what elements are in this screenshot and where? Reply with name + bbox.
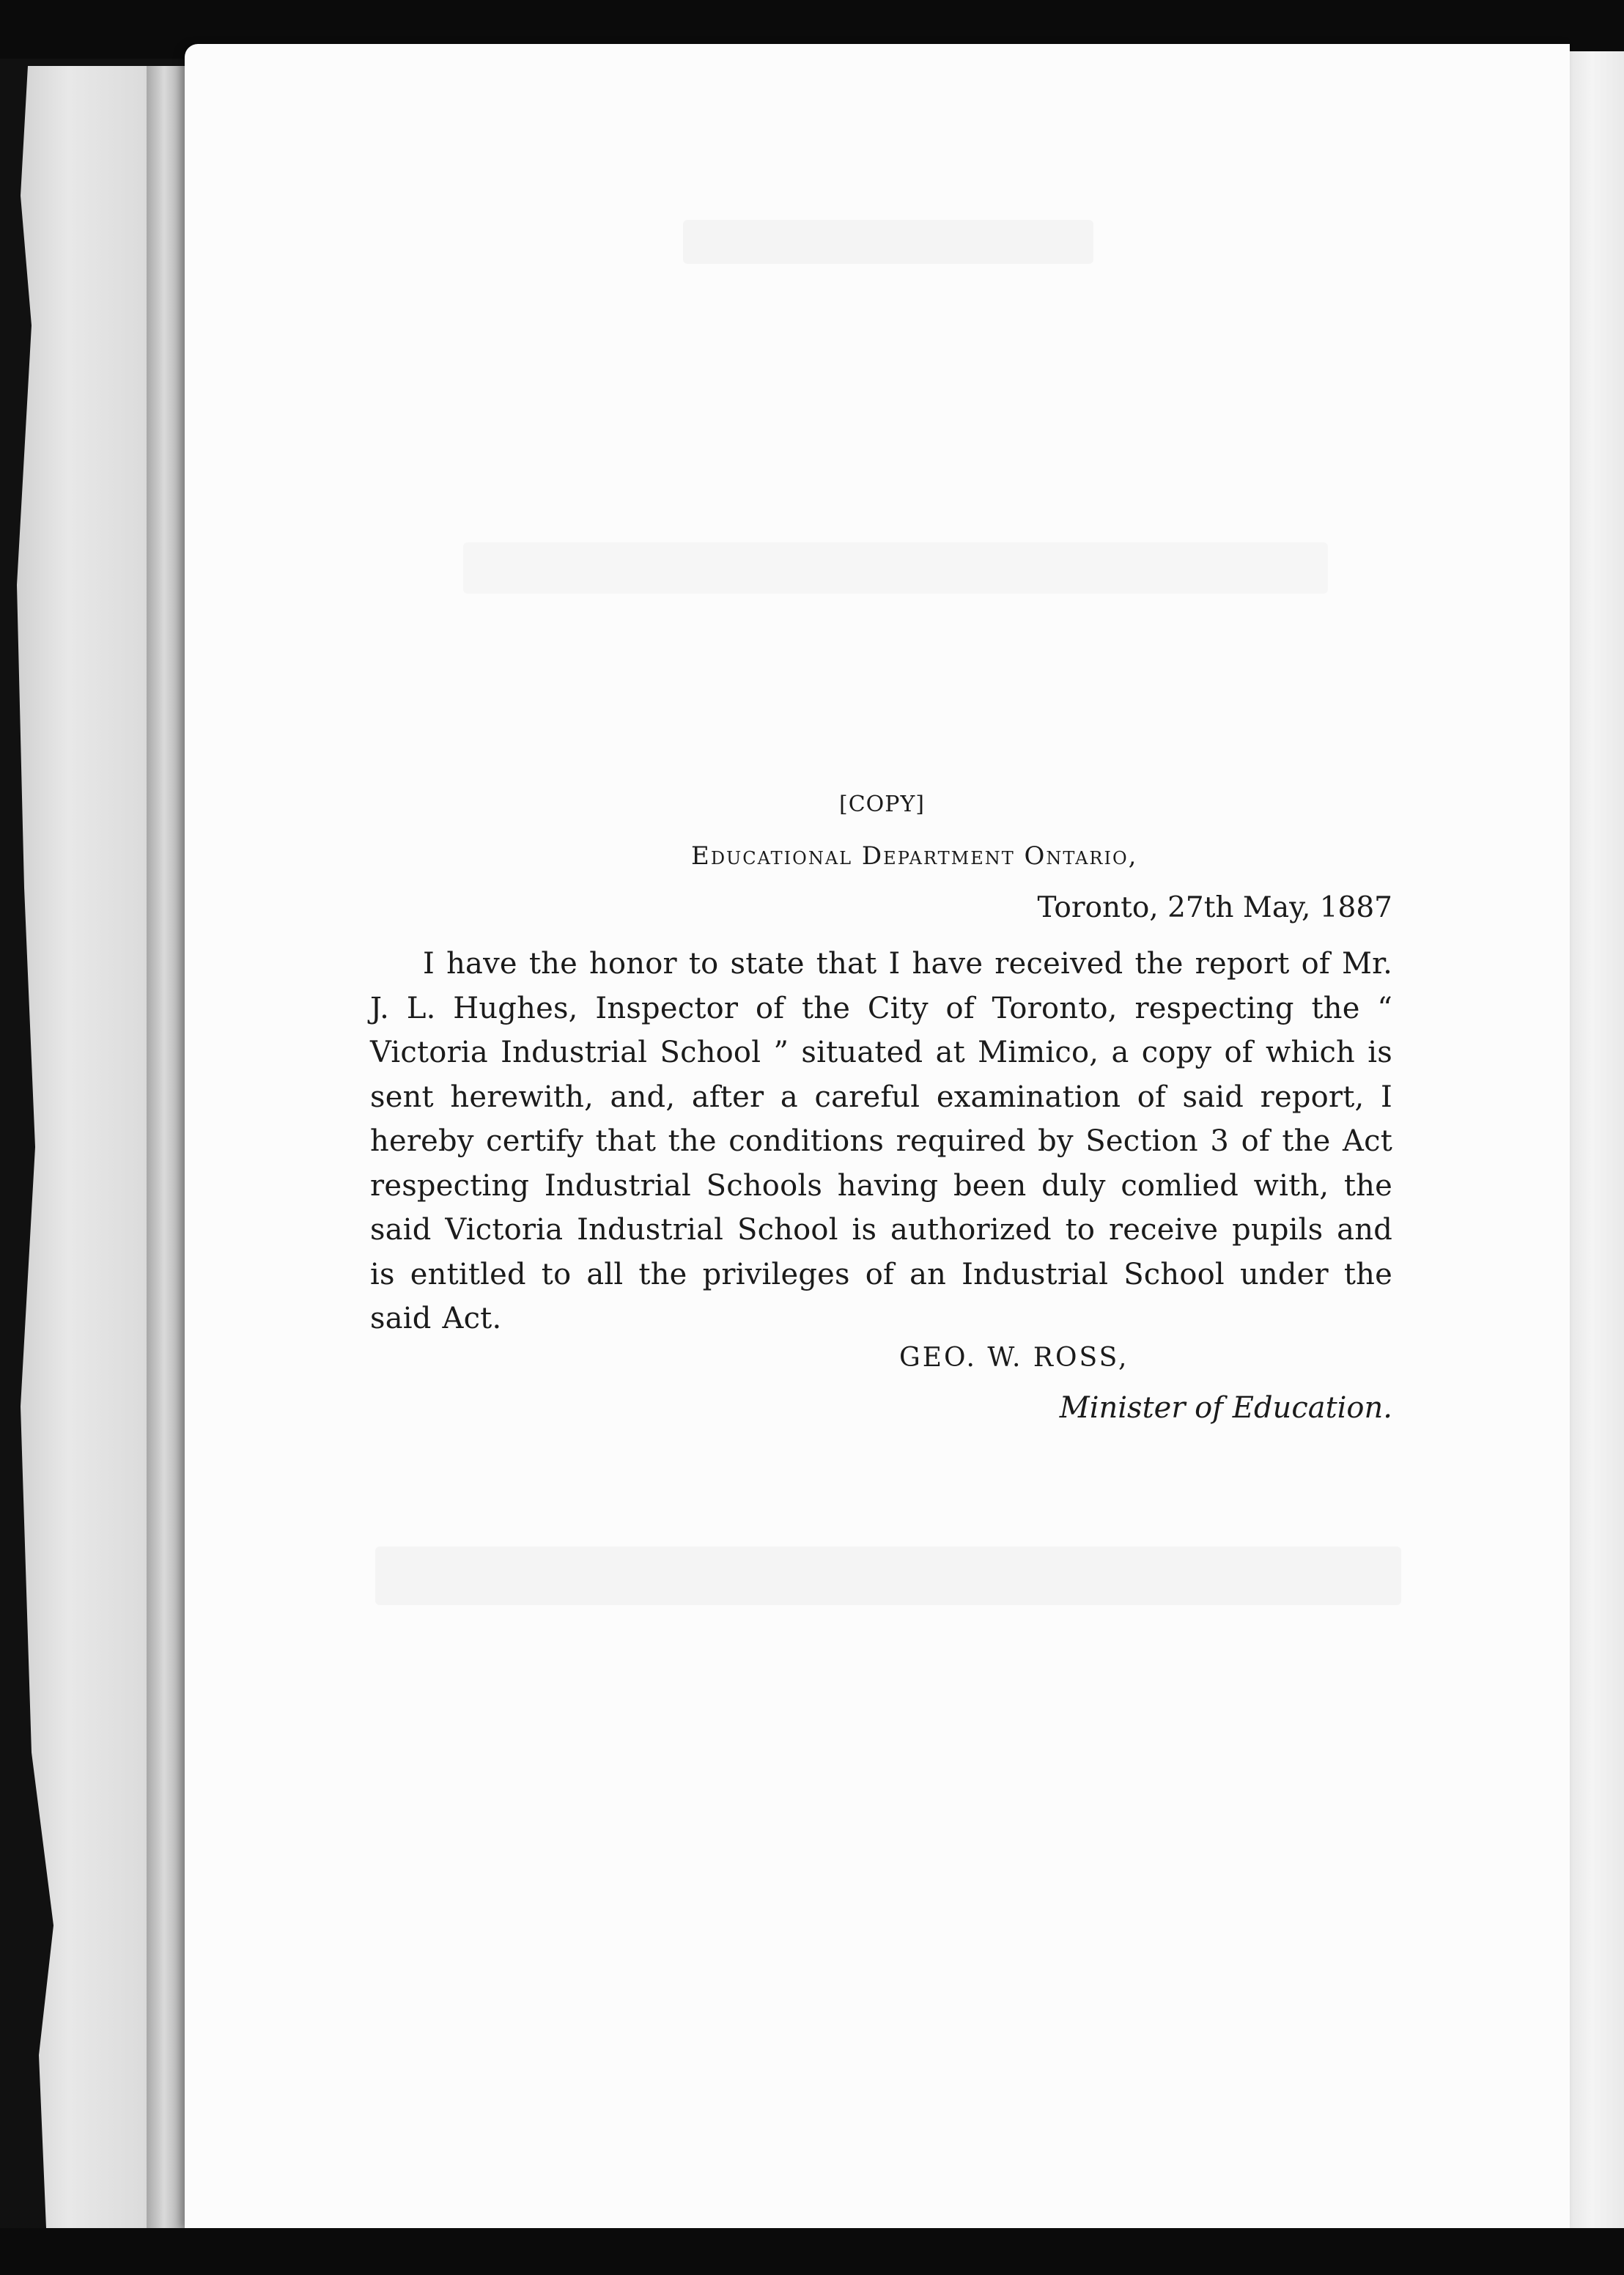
department-heading: Educational Department Ontario, — [691, 841, 1138, 871]
bleed-through-band-top — [683, 220, 1093, 264]
signature-name: GEO. W. ROSS, — [899, 1343, 1129, 1373]
scanner-border-bottom — [0, 2228, 1624, 2275]
copy-marker: [COPY] — [839, 792, 925, 817]
signature-title: Minister of Education. — [1059, 1391, 1392, 1425]
bleed-through-band-low — [375, 1546, 1401, 1605]
leaf-edge-shadow — [147, 66, 191, 2228]
bleed-through-band-mid — [463, 542, 1328, 594]
date-line: Toronto, 27th May, 1887 — [1037, 891, 1392, 924]
letter-body: I have the honor to state that I have received the report of Mr. J. L. Hughes, Inspector of the City of Toronto, respecting the “ Victoria Industrial School ” situated at Mimico, a copy of which is sent herewith, and, after a careful examination of said report, I hereby certify that the conditions required by Section 3 of the Act respecting Industrial Schools having been duly comlied with, the said Victoria Industrial School is authorized to receive pupils and is entitled to all the privileges of an Industrial School under the said Act. — [370, 947, 1392, 1335]
